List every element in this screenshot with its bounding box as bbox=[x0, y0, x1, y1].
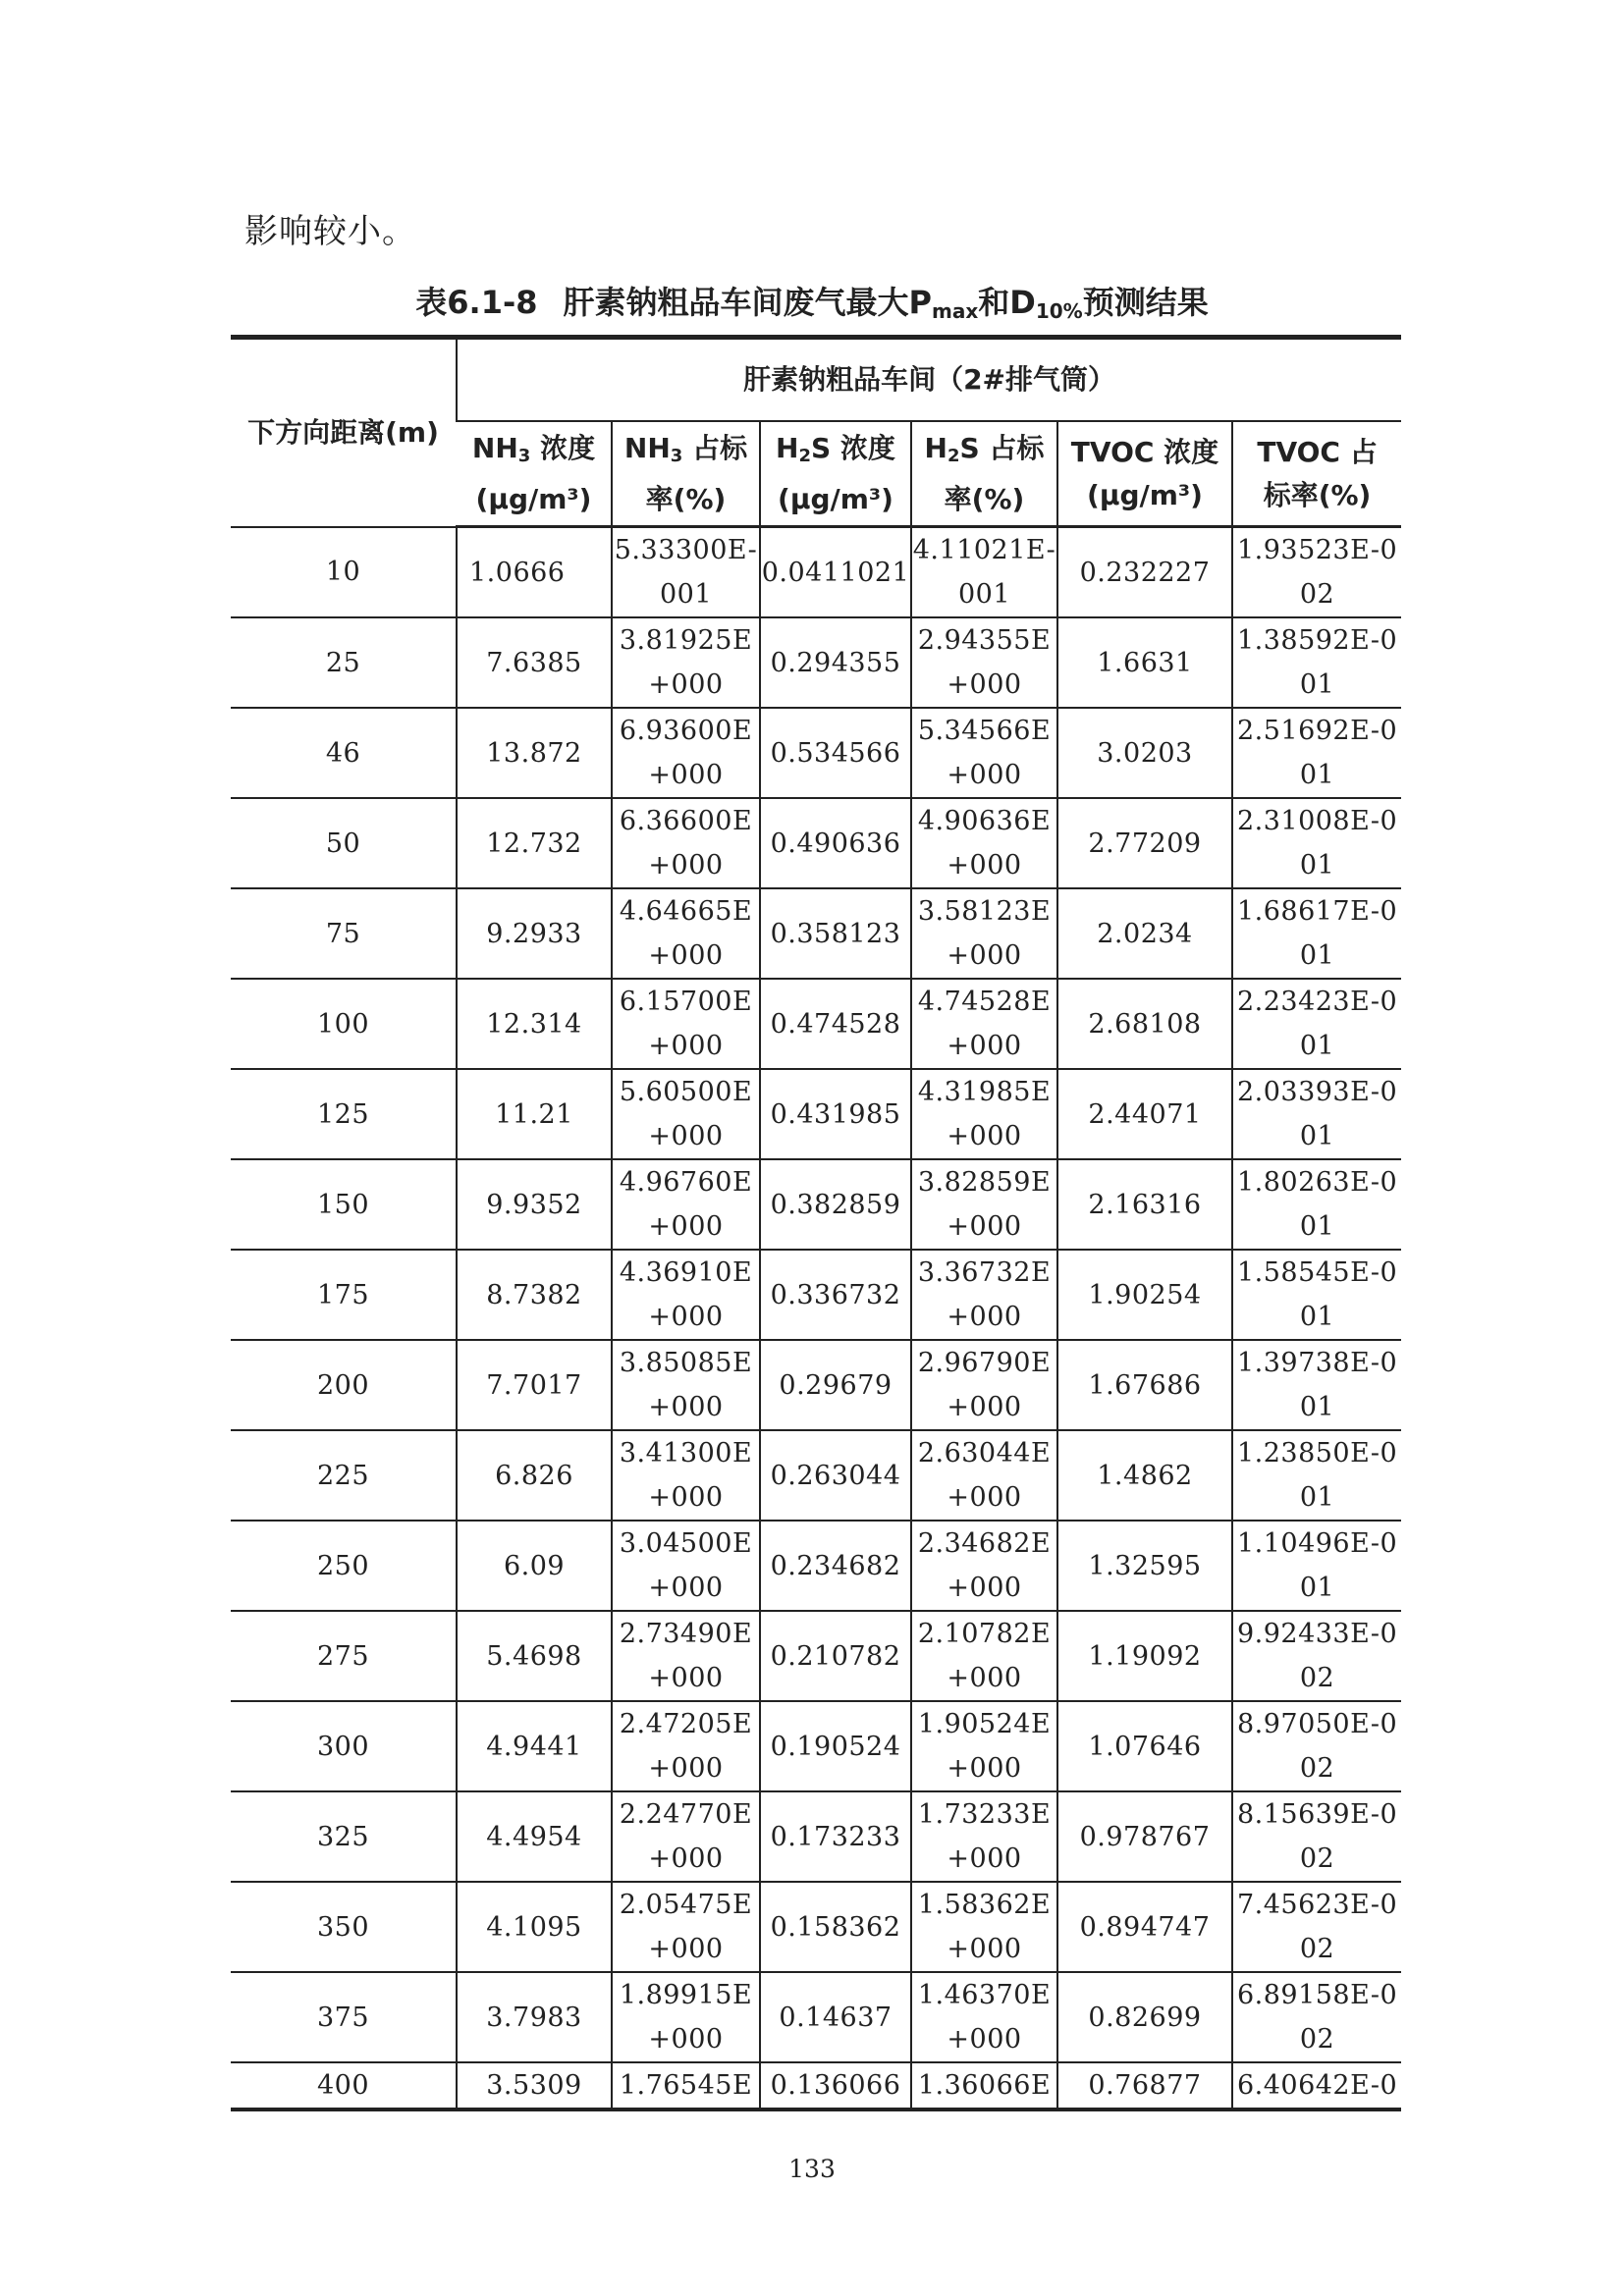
table-cell: 2.0234 bbox=[1057, 888, 1232, 979]
caption-title-mid: 和D bbox=[978, 284, 1036, 321]
table-cell: 2.63044E+000 bbox=[911, 1430, 1057, 1521]
table-cell: 1.07646 bbox=[1057, 1701, 1232, 1791]
table-cell: 0.978767 bbox=[1057, 1791, 1232, 1882]
table-cell: 200 bbox=[231, 1340, 457, 1430]
table-cell: 11.21 bbox=[457, 1069, 612, 1159]
table-cell: 175 bbox=[231, 1250, 457, 1340]
caption-title-suffix: 预测结果 bbox=[1082, 284, 1209, 321]
table-cell: 400 bbox=[231, 2062, 457, 2109]
table-cell: 4.64665E+000 bbox=[612, 888, 760, 979]
column-header-title: $NH_3$ 占标 bbox=[623, 431, 748, 466]
table-cell: 3.81925E+000 bbox=[612, 617, 760, 708]
table-row bbox=[231, 708, 1401, 798]
table-cell: 0.382859 bbox=[760, 1159, 911, 1250]
prediction-results-table bbox=[231, 335, 1401, 2111]
table-cell: 350 bbox=[231, 1882, 457, 1972]
table-cell: 250 bbox=[231, 1521, 457, 1611]
column-header-unit: (μg/m³) bbox=[1087, 478, 1203, 511]
table-cell: 125 bbox=[231, 1069, 457, 1159]
table-cell: 0.336732 bbox=[760, 1250, 911, 1340]
table-cell: 0.234682 bbox=[760, 1521, 911, 1611]
table-cell: 225 bbox=[231, 1430, 457, 1521]
column-header-unit: (μg/m³) bbox=[778, 482, 893, 515]
group-header: 肝素钠粗品车间（2#排气筒） bbox=[457, 338, 1401, 422]
table-cell: 0.190524 bbox=[760, 1701, 911, 1791]
table-cell: 6.89158E-002 bbox=[1232, 1972, 1401, 2062]
table-cell: 3.5309 bbox=[457, 2062, 612, 2109]
table-row bbox=[231, 527, 1401, 618]
column-header-title: TVOC 占 bbox=[1257, 435, 1378, 468]
column-header-title: $H_2S$ 占标 bbox=[924, 431, 1045, 466]
table-header bbox=[231, 338, 1401, 527]
table-cell: 1.19092 bbox=[1057, 1611, 1232, 1701]
table-cell: 8.15639E-002 bbox=[1232, 1791, 1401, 1882]
table-row bbox=[231, 1972, 1401, 2062]
table-row bbox=[231, 1882, 1401, 1972]
table-cell: 4.4954 bbox=[457, 1791, 612, 1882]
table-cell: 0.263044 bbox=[760, 1430, 911, 1521]
column-header-unit: 率(%) bbox=[944, 482, 1025, 515]
table-cell: 13.872 bbox=[457, 708, 612, 798]
table-cell: 300 bbox=[231, 1701, 457, 1791]
table-cell: 0.358123 bbox=[760, 888, 911, 979]
table-cell: 3.04500E+000 bbox=[612, 1521, 760, 1611]
table-cell: 0.173233 bbox=[760, 1791, 911, 1882]
table-caption bbox=[0, 278, 1624, 323]
table-cell: 1.58545E-001 bbox=[1232, 1250, 1401, 1340]
table-cell: 1.32595 bbox=[1057, 1521, 1232, 1611]
table-cell: 3.36732E+000 bbox=[911, 1250, 1057, 1340]
table-cell: 5.34566E+000 bbox=[911, 708, 1057, 798]
table-cell: 325 bbox=[231, 1791, 457, 1882]
table-cell: 1.76545E bbox=[612, 2062, 760, 2109]
intro-text: 影响较小。 bbox=[244, 212, 416, 251]
table-cell: 1.4862 bbox=[1057, 1430, 1232, 1521]
column-header-title: $H_2S$ 浓度 bbox=[776, 431, 895, 466]
table-cell: 3.0203 bbox=[1057, 708, 1232, 798]
column-header bbox=[1057, 421, 1232, 527]
table-cell: 1.93523E-002 bbox=[1232, 527, 1401, 618]
table-cell: 2.31008E-001 bbox=[1232, 798, 1401, 888]
table-cell: 1.36066E bbox=[911, 2062, 1057, 2109]
table-cell: 2.16316 bbox=[1057, 1159, 1232, 1250]
table-cell: 6.15700E+000 bbox=[612, 979, 760, 1069]
table-cell: 0.76877 bbox=[1057, 2062, 1232, 2109]
table-cell: 7.6385 bbox=[457, 617, 612, 708]
caption-title-prefix: 肝素钠粗品车间废气最大P bbox=[563, 284, 932, 321]
column-header-unit: 率(%) bbox=[645, 482, 727, 515]
table-cell: 1.38592E-001 bbox=[1232, 617, 1401, 708]
table-cell: 50 bbox=[231, 798, 457, 888]
column-header bbox=[760, 421, 911, 527]
table-cell: 2.73490E+000 bbox=[612, 1611, 760, 1701]
table-cell: 100 bbox=[231, 979, 457, 1069]
table-row bbox=[231, 2062, 1401, 2109]
table-cell: 4.31985E+000 bbox=[911, 1069, 1057, 1159]
table-row bbox=[231, 1521, 1401, 1611]
table-cell: 2.44071 bbox=[1057, 1069, 1232, 1159]
table-cell: 1.89915E+000 bbox=[612, 1972, 760, 2062]
caption-d-subscript: 10% bbox=[1035, 299, 1083, 323]
table-row bbox=[231, 617, 1401, 708]
table-cell: 0.431985 bbox=[760, 1069, 911, 1159]
table-cell: 0.534566 bbox=[760, 708, 911, 798]
table-cell: 1.6631 bbox=[1057, 617, 1232, 708]
table-cell: 375 bbox=[231, 1972, 457, 2062]
table-cell: 12.314 bbox=[457, 979, 612, 1069]
table-cell: 9.9352 bbox=[457, 1159, 612, 1250]
table-cell: 6.826 bbox=[457, 1430, 612, 1521]
caption-p-subscript: max bbox=[932, 299, 979, 323]
table-body bbox=[231, 527, 1401, 2110]
column-header bbox=[612, 421, 760, 527]
table-cell: 2.51692E-001 bbox=[1232, 708, 1401, 798]
table-cell: 0.82699 bbox=[1057, 1972, 1232, 2062]
table-row bbox=[231, 1340, 1401, 1430]
table-cell: 7.7017 bbox=[457, 1340, 612, 1430]
table-cell: 1.80263E-001 bbox=[1232, 1159, 1401, 1250]
table-cell: 1.10496E-001 bbox=[1232, 1521, 1401, 1611]
table-cell: 5.33300E-001 bbox=[612, 527, 760, 618]
table-row bbox=[231, 1250, 1401, 1340]
table-cell: 9.92433E-002 bbox=[1232, 1611, 1401, 1701]
table-cell: 3.82859E+000 bbox=[911, 1159, 1057, 1250]
table-row bbox=[231, 888, 1401, 979]
table-cell: 2.77209 bbox=[1057, 798, 1232, 888]
table-cell: 2.34682E+000 bbox=[911, 1521, 1057, 1611]
table-cell: 0.474528 bbox=[760, 979, 911, 1069]
table-cell: 1.90524E+000 bbox=[911, 1701, 1057, 1791]
table-cell: 1.58362E+000 bbox=[911, 1882, 1057, 1972]
table-number: 表6.1-8 bbox=[415, 284, 538, 321]
table-cell: 10 bbox=[231, 527, 457, 618]
table-cell: 25 bbox=[231, 617, 457, 708]
table-cell: 150 bbox=[231, 1159, 457, 1250]
table-cell: 4.74528E+000 bbox=[911, 979, 1057, 1069]
column-header-title: TVOC 浓度 bbox=[1070, 435, 1219, 468]
table-cell: 2.47205E+000 bbox=[612, 1701, 760, 1791]
page-number: 133 bbox=[788, 2155, 836, 2183]
table-row bbox=[231, 1159, 1401, 1250]
table-cell: 9.2933 bbox=[457, 888, 612, 979]
table-cell: 2.96790E+000 bbox=[911, 1340, 1057, 1430]
table-cell: 0.490636 bbox=[760, 798, 911, 888]
table-cell: 0.136066 bbox=[760, 2062, 911, 2109]
table-cell: 4.36910E+000 bbox=[612, 1250, 760, 1340]
table-cell: 0.14637 bbox=[760, 1972, 911, 2062]
table-cell: 12.732 bbox=[457, 798, 612, 888]
table-cell: 3.41300E+000 bbox=[612, 1430, 760, 1521]
table-cell: 0.894747 bbox=[1057, 1882, 1232, 1972]
column-header bbox=[457, 421, 612, 527]
table-cell: 3.85085E+000 bbox=[612, 1340, 760, 1430]
distance-header: 下方向距离(m) bbox=[231, 338, 457, 527]
column-header bbox=[911, 421, 1057, 527]
table-cell: 0.232227 bbox=[1057, 527, 1232, 618]
table-cell: 75 bbox=[231, 888, 457, 979]
column-header-unit: 标率(%) bbox=[1263, 478, 1372, 511]
table-cell: 8.97050E-002 bbox=[1232, 1701, 1401, 1791]
table-cell: 2.94355E+000 bbox=[911, 617, 1057, 708]
table-cell: 1.68617E-001 bbox=[1232, 888, 1401, 979]
table-cell: 0.294355 bbox=[760, 617, 911, 708]
table-cell: 4.96760E+000 bbox=[612, 1159, 760, 1250]
table-cell: 6.93600E+000 bbox=[612, 708, 760, 798]
table-cell: 3.7983 bbox=[457, 1972, 612, 2062]
table-cell: 1.39738E-001 bbox=[1232, 1340, 1401, 1430]
table-cell: 0.210782 bbox=[760, 1611, 911, 1701]
table-row bbox=[231, 1069, 1401, 1159]
table-cell: 2.10782E+000 bbox=[911, 1611, 1057, 1701]
column-header bbox=[1232, 421, 1401, 527]
table-cell: 4.9441 bbox=[457, 1701, 612, 1791]
table-cell: 0.0411021 bbox=[760, 527, 911, 618]
table-row bbox=[231, 1791, 1401, 1882]
table-cell: 1.46370E+000 bbox=[911, 1972, 1057, 2062]
table-cell: 6.40642E-0 bbox=[1232, 2062, 1401, 2109]
table-cell: 4.90636E+000 bbox=[911, 798, 1057, 888]
table-cell: 5.60500E+000 bbox=[612, 1069, 760, 1159]
table-cell: 4.11021E-001 bbox=[911, 527, 1057, 618]
table-cell: 6.36600E+000 bbox=[612, 798, 760, 888]
table-cell: 2.23423E-001 bbox=[1232, 979, 1401, 1069]
table-cell: 2.05475E+000 bbox=[612, 1882, 760, 1972]
table-row bbox=[231, 979, 1401, 1069]
table-cell: 8.7382 bbox=[457, 1250, 612, 1340]
table-cell: 0.29679 bbox=[760, 1340, 911, 1430]
table-cell: 5.4698 bbox=[457, 1611, 612, 1701]
table-cell: 2.68108 bbox=[1057, 979, 1232, 1069]
column-header-unit: (μg/m³) bbox=[475, 482, 592, 515]
table-cell: 1.67686 bbox=[1057, 1340, 1232, 1430]
table-cell: 4.1095 bbox=[457, 1882, 612, 1972]
table-row bbox=[231, 1611, 1401, 1701]
table-cell: 1.23850E-001 bbox=[1232, 1430, 1401, 1521]
table-cell: 0.158362 bbox=[760, 1882, 911, 1972]
column-header-title: $NH_3$ 浓度 bbox=[471, 431, 596, 466]
table-cell: 46 bbox=[231, 708, 457, 798]
table-cell: 2.03393E-001 bbox=[1232, 1069, 1401, 1159]
table-cell: 1.90254 bbox=[1057, 1250, 1232, 1340]
table-cell: 7.45623E-002 bbox=[1232, 1882, 1401, 1972]
table-cell: 1.73233E+000 bbox=[911, 1791, 1057, 1882]
table-row bbox=[231, 798, 1401, 888]
table-row bbox=[231, 1701, 1401, 1791]
table-cell: 275 bbox=[231, 1611, 457, 1701]
table-cell: 6.09 bbox=[457, 1521, 612, 1611]
table-cell: 2.24770E+000 bbox=[612, 1791, 760, 1882]
table-cell: 3.58123E+000 bbox=[911, 888, 1057, 979]
table-row bbox=[231, 1430, 1401, 1521]
table-cell: 1.0666 bbox=[457, 527, 612, 618]
